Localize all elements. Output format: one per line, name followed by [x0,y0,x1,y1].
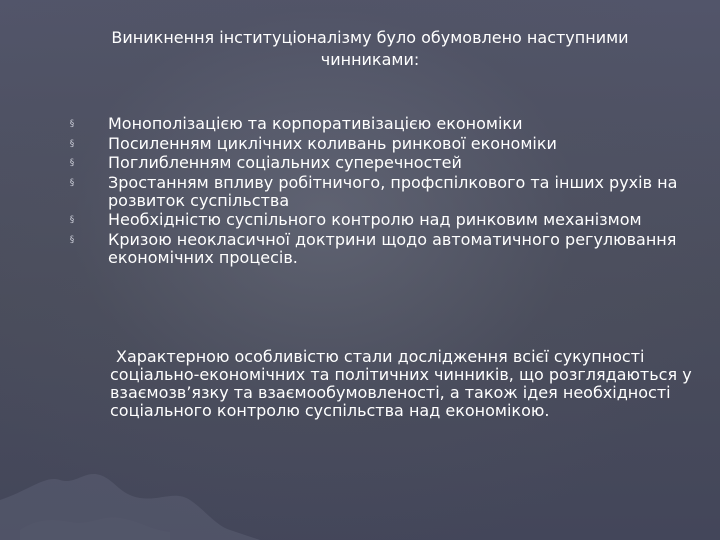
slide-title-line-2: чинниками: [320,50,420,69]
list-item-text: Кризою неокласичної доктрини щодо автоматичного регулювання економічних процесів. [108,229,677,267]
list-item-text: Зростанням впливу робітничого, профспілкового та інших рухів на розвиток суспільства [108,172,678,210]
list-item-text: Монополізацією та корпоративізацією економіки [108,114,523,133]
list-item [0,211,720,229]
square-bullet-icon: § [69,138,75,149]
list-item [0,135,720,153]
list-item [0,154,720,172]
list-item [0,231,720,267]
square-bullet-icon: § [69,177,75,188]
list-item [0,115,720,133]
conclusion-paragraph: Характерною особливістю стали дослідження всієї сукупності соціально-економічних та політичних чинників, що розглядаються у взаємозв’язку та взаємообумовленості, а також ідея необхідності соціального контролю суспільства над економікою. [110,347,692,420]
slide-title [70,27,670,71]
square-bullet-icon: § [69,215,75,225]
slide-title-line-1: Виникнення інституціоналізму було обумовлено наступними [111,28,629,47]
list-item-text: Посиленням циклічних коливань ринкової економіки [108,133,557,153]
factors-list [0,115,720,268]
list-item-text: Необхідністю суспільного контролю над ринковим механізмом [108,210,642,229]
square-bullet-icon: § [69,234,75,245]
list-item-text: Поглибленням соціальних суперечностей [108,153,462,172]
square-bullet-icon: § [69,119,75,129]
list-item [0,174,720,210]
square-bullet-icon: § [69,158,75,168]
